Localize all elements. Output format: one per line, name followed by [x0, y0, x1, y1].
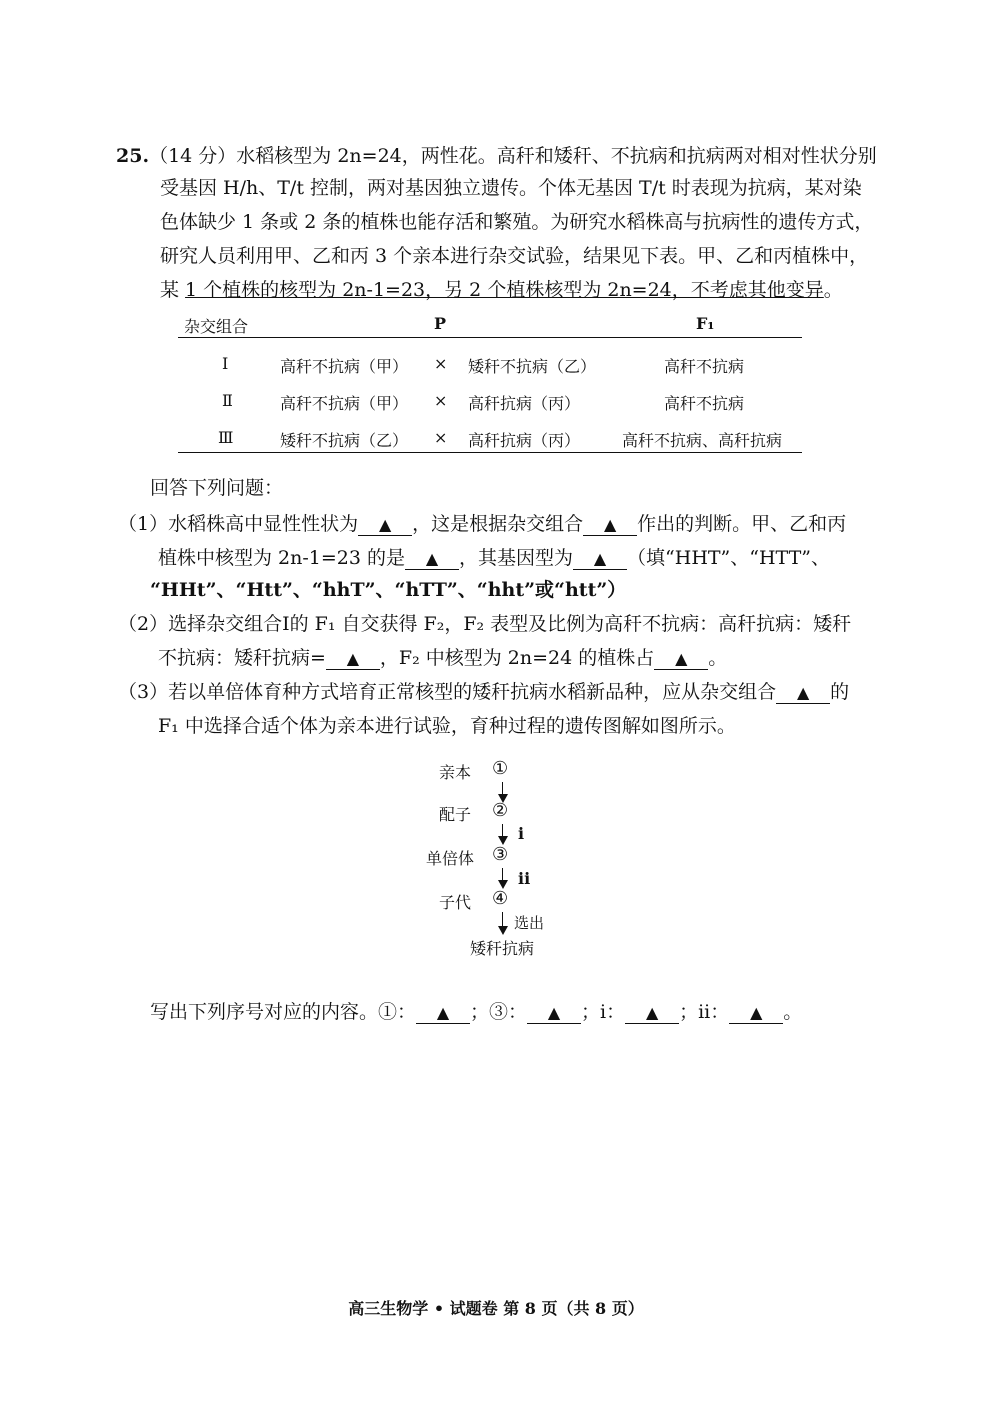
blank-triangle-icon: ▲	[750, 1003, 763, 1022]
diagram-num-2: ②	[492, 800, 509, 821]
sub1-text-c: 作出的判断。甲、乙和丙	[637, 513, 847, 535]
fill-sep-1: ；③：	[470, 1001, 528, 1023]
header-p: P	[434, 314, 447, 333]
header-cross: 杂交组合	[184, 317, 249, 336]
blank-triangle-icon: ▲	[425, 549, 439, 568]
row-parent-1: 高秆不抗病（甲）	[280, 394, 409, 413]
question-number: 25.	[116, 145, 150, 167]
row-parent-2: 矮秆不抗病（乙）	[468, 357, 597, 376]
blank-triangle-icon: ▲	[378, 515, 392, 534]
table-row	[178, 428, 802, 458]
sub3-line-2: F₁ 中选择合适个体为亲本进行试验，育种过程的遗传图解如图所示。	[158, 715, 736, 737]
row-cross-sign: ×	[434, 391, 448, 410]
diagram-label-gamete: 配子	[439, 805, 472, 824]
answer-blank[interactable]	[625, 1002, 679, 1024]
question-stem-line-4: 研究人员利用甲、乙和丙 3 个亲本进行杂交试验，结果见下表。甲、乙和丙植株中，	[160, 245, 869, 267]
table-header-rule	[178, 337, 802, 338]
arrow-label-ii: ii	[518, 869, 531, 888]
row-id: Ⅰ	[222, 354, 229, 373]
sub1-line-3: “HHt”、“Htt”、“hhT”、“hTT”、“hht”或“htt”）	[150, 579, 627, 601]
answer-blank[interactable]	[358, 514, 412, 536]
arrow-label-i: i	[518, 824, 525, 843]
answer-blank[interactable]	[583, 514, 637, 536]
sub2-text-a: 选择杂交组合Ⅰ的 F₁ 自交获得 F₂，F₂ 表型及比例为高秆不抗病：高秆抗病：矮秆	[168, 613, 852, 635]
sub2-text-b: 不抗病：矮秆抗病=	[158, 647, 326, 669]
sub2-label: （2）	[118, 613, 169, 635]
answer-intro: 回答下列问题：	[150, 477, 284, 499]
answer-blank[interactable]	[729, 1002, 783, 1024]
blank-triangle-icon: ▲	[675, 649, 688, 668]
fill-intro: 写出下列序号对应的内容。①：	[150, 1001, 417, 1023]
stem-text-1: 水稻核型为 2n=24，两性花。高秆和矮秆、不抗病和抗病两对相对性状分别	[236, 145, 877, 167]
sub2-text-c: ，F₂ 中核型为 2n=24 的植株占	[379, 647, 655, 669]
stem-5-underlined: 1 个植株的核型为 2n-1=23，另 2 个植株核型为 2n=24，不考虑其他变异	[185, 279, 824, 301]
row-parent-2: 高秆抗病（丙）	[468, 394, 581, 413]
row-id: Ⅱ	[222, 391, 233, 410]
blank-triangle-icon: ▲	[436, 1003, 450, 1022]
sub1-text-e: ，其基因型为	[459, 547, 574, 569]
sub3-text-a: 若以单倍体育种方式培育正常核型的矮秆抗病水稻新品种，应从杂交组合	[168, 681, 777, 703]
row-parent-2: 高秆抗病（丙）	[468, 431, 581, 450]
diagram-result: 矮秆抗病	[470, 939, 535, 958]
question-stem-line-5	[160, 278, 843, 302]
arrow-label-select: 选出	[514, 914, 545, 932]
diagram-num-1: ①	[492, 758, 509, 779]
row-id: Ⅲ	[218, 428, 234, 447]
sub3-label: （3）	[118, 681, 169, 703]
stem-5-suffix: 。	[823, 279, 843, 301]
row-cross-sign: ×	[434, 428, 448, 447]
table-header-row	[178, 314, 802, 344]
row-f1: 高秆不抗病	[664, 357, 745, 376]
row-f1: 高秆不抗病、高秆抗病	[622, 431, 783, 450]
answer-blank[interactable]	[527, 1002, 581, 1024]
sub1-label: （1）	[118, 513, 169, 535]
blank-triangle-icon: ▲	[796, 683, 810, 702]
sub3-text-b: 的	[830, 681, 850, 703]
sub2-line-2	[158, 646, 727, 670]
diagram-num-3: ③	[492, 844, 509, 865]
sub2-line-1	[118, 612, 851, 636]
diagram-num-4: ④	[492, 888, 509, 909]
diagram-label-parent: 亲本	[439, 763, 472, 782]
diagram-label-offspring: 子代	[439, 893, 472, 912]
sub1-text-d: 植株中核型为 2n-1=23 的是	[158, 547, 406, 569]
stem-5-prefix: 某	[160, 279, 186, 301]
fill-sep-3: ；ii：	[679, 1001, 730, 1023]
answer-blank[interactable]	[326, 648, 380, 670]
sub3-line-1	[118, 680, 849, 704]
answer-blank[interactable]	[573, 548, 627, 570]
sub1-text-a: 水稻株高中显性性状为	[168, 513, 359, 535]
page-footer: 高三生物学 • 试题卷 第 8 页（共 8 页）	[348, 1299, 644, 1318]
diagram-label-haploid: 单倍体	[426, 849, 475, 868]
fill-end: 。	[783, 1001, 803, 1023]
answer-blank[interactable]	[416, 1002, 470, 1024]
answer-blank[interactable]	[776, 682, 830, 704]
table-bottom-rule	[178, 452, 802, 453]
sub1-line-2	[158, 546, 830, 570]
sub1-text-f: （填“HHT”、“HTT”、	[627, 547, 830, 569]
blank-triangle-icon: ▲	[547, 1003, 561, 1022]
header-f1: F₁	[696, 314, 715, 333]
blank-triangle-icon: ▲	[645, 1003, 659, 1022]
fill-sep-2: ；i：	[581, 1001, 626, 1023]
row-cross-sign: ×	[434, 354, 448, 373]
blank-triangle-icon: ▲	[346, 649, 360, 668]
question-stem-line-1	[116, 144, 877, 168]
answer-blank[interactable]	[405, 548, 459, 570]
arrow-down-icon	[498, 926, 508, 935]
answer-blank[interactable]	[654, 648, 708, 670]
row-parent-1: 高秆不抗病（甲）	[280, 357, 409, 376]
blank-triangle-icon: ▲	[593, 549, 607, 568]
table-row	[178, 354, 802, 384]
question-stem-line-2: 受基因 H/h、T/t 控制，两对基因独立遗传。个体无基因 T/t 时表现为抗病，某对染	[160, 177, 862, 199]
sub1-text-b: ，这是根据杂交组合	[412, 513, 584, 535]
question-stem-line-3: 色体缺少 1 条或 2 条的植株也能存活和繁殖。为研究水稻株高与抗病性的遗传方式，	[160, 211, 874, 233]
question-score: （14 分）	[149, 145, 237, 167]
fill-line	[150, 1000, 802, 1024]
sub1-line-1	[118, 512, 846, 536]
blank-triangle-icon: ▲	[603, 515, 617, 534]
row-parent-1: 矮秆不抗病（乙）	[280, 431, 409, 450]
row-f1: 高秆不抗病	[664, 394, 745, 413]
table-row	[178, 391, 802, 421]
sub2-text-d: 。	[708, 647, 728, 669]
